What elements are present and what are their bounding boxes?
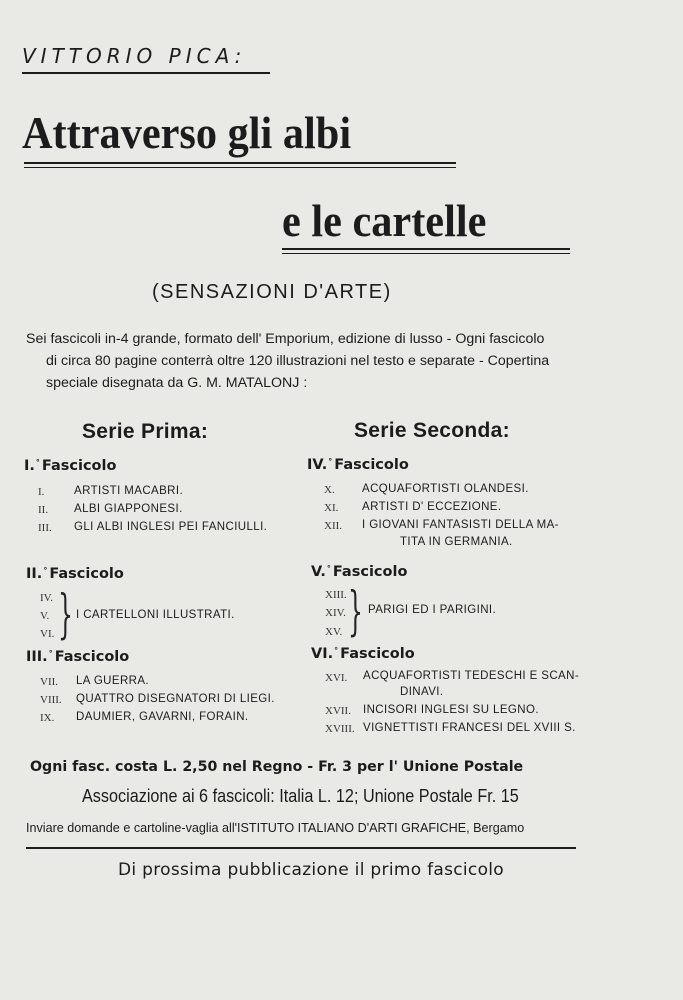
item-title: ARTISTI D' ECCEZIONE. [362,501,502,513]
item-number: XIV. [325,607,346,619]
title-rule-1b [24,167,456,168]
item-title: VIGNETTISTI FRANCESI DEL XVIII S. [363,722,576,734]
item-number: II. [38,504,49,516]
item-number: XI. [324,502,339,514]
item-number: X. [324,484,335,496]
item-number: XIII. [325,589,347,601]
item-number: IX. [40,712,55,724]
upcoming-notice: Di prossima pubblicazione il primo fascicolo [118,860,505,880]
item-title: I GIOVANI FANTASISTI DELLA MA- [362,519,559,531]
item-number: XII. [324,520,343,532]
item-title: GLI ALBI INGLESI PEI FANCIULLI. [74,521,268,533]
item-title: PARIGI ED I PARIGINI. [368,604,497,616]
fascicolo-2-heading: II.° Fascicolo [26,566,124,582]
item-number: VII. [40,676,59,688]
item-title-continuation: TITA IN GERMANIA. [400,536,513,548]
item-number: XVIII. [325,723,355,735]
author-name: VITTORIO PICA: [22,44,247,68]
fascicolo-5-heading: V.° Fascicolo [311,564,408,580]
item-number: V. [40,610,50,622]
series-seconda-heading: Serie Seconda: [354,419,510,442]
item-title: QUATTRO DISEGNATORI DI LIEGI. [76,693,275,705]
author-underline [22,72,270,74]
fascicolo-1-heading: I.° Fascicolo [24,458,117,474]
footer-rule [26,847,576,849]
title-line-1: Attraverso gli albi [22,107,352,158]
item-number: VIII. [40,694,62,706]
title-rule-2b [282,253,570,254]
send-instructions: Inviare domande e cartoline-vaglia all'ISTITUTO ITALIANO D'ARTI GRAFICHE, Bergamo [26,821,525,835]
subscription-line: Associazione ai 6 fascicoli: Italia L. 12; Unione Postale Fr. 15 [82,786,519,806]
item-title: DAUMIER, GAVARNI, FORAIN. [76,711,249,723]
fascicolo-3-heading: III.° Fascicolo [26,649,130,665]
price-line: Ogni fasc. costa L. 2,50 nel Regno - Fr. 3 per l' Unione Postale [30,759,524,775]
item-title: INCISORI INGLESI SU LEGNO. [363,704,539,716]
item-number: XVII. [325,705,351,717]
intro-line-3: speciale disegnata da G. M. MATALONJ : [46,375,308,391]
series-prima-heading: Serie Prima: [82,420,209,443]
item-number: XV. [325,626,343,638]
item-title: LA GUERRA. [76,675,150,687]
item-title: ACQUAFORTISTI OLANDESI. [362,483,529,495]
item-title: ACQUAFORTISTI TEDESCHI E SCAN- [363,670,580,682]
title-line-2: e le cartelle [282,195,487,246]
fascicolo-4-heading: IV.° Fascicolo [307,457,409,473]
item-title: ALBI GIAPPONESI. [74,503,183,515]
fascicolo-6-heading: VI.° Fascicolo [311,646,415,662]
curly-brace-icon: } [348,582,363,642]
item-title-continuation: DINAVI. [400,686,444,698]
item-title: ARTISTI MACABRI. [74,485,184,497]
intro-paragraph [26,328,586,394]
intro-line-2: di circa 80 pagine conterrà oltre 120 illustrazioni nel testo e separate - Copertina [46,353,550,369]
curly-brace-icon: } [58,585,73,645]
item-number: VI. [40,628,55,640]
title-rule-2a [282,248,570,250]
item-number: XVI. [325,672,348,684]
subtitle: (SENSAZIONI D'ARTE) [152,281,392,303]
intro-line-1: Sei fascicoli in-4 grande, formato dell' Emporium, edizione di lusso - Ogni fascicolo [26,331,545,347]
item-number: I. [38,486,45,498]
title-rule-1a [24,162,456,164]
item-number: IV. [40,592,53,604]
item-title: I CARTELLONI ILLUSTRATI. [76,609,235,621]
item-number: III. [38,522,52,534]
